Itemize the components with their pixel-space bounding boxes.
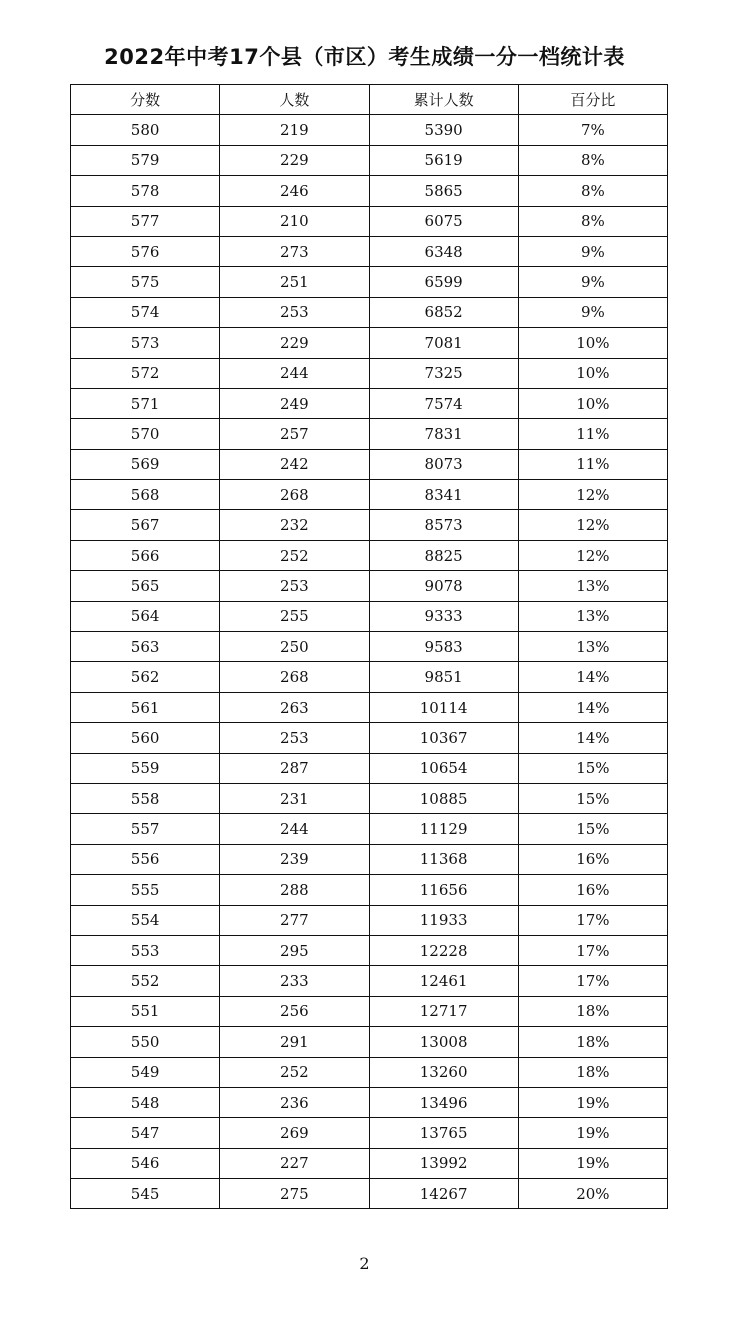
percentage-cell: 15% — [518, 753, 667, 783]
cumulative-count-cell: 12228 — [369, 935, 518, 965]
score-cell: 555 — [71, 875, 220, 905]
table-row — [71, 236, 668, 266]
table-row — [71, 176, 668, 206]
count-cell: 229 — [220, 145, 369, 175]
table-row — [71, 419, 668, 449]
score-cell: 557 — [71, 814, 220, 844]
cumulative-count-cell: 9583 — [369, 632, 518, 662]
cumulative-count-cell: 8073 — [369, 449, 518, 479]
count-cell: 253 — [220, 723, 369, 753]
percentage-cell: 10% — [518, 388, 667, 418]
table-row — [71, 753, 668, 783]
cumulative-count-cell: 6599 — [369, 267, 518, 297]
percentage-cell: 20% — [518, 1179, 667, 1209]
score-cell: 560 — [71, 723, 220, 753]
table-row — [71, 783, 668, 813]
percentage-cell: 12% — [518, 540, 667, 570]
cumulative-count-cell: 5865 — [369, 176, 518, 206]
score-cell: 576 — [71, 236, 220, 266]
count-cell: 252 — [220, 1057, 369, 1087]
count-cell: 232 — [220, 510, 369, 540]
score-cell: 579 — [71, 145, 220, 175]
score-cell: 569 — [71, 449, 220, 479]
cumulative-count-cell: 13765 — [369, 1118, 518, 1148]
percentage-cell: 14% — [518, 692, 667, 722]
table-row — [71, 449, 668, 479]
percentage-cell: 9% — [518, 236, 667, 266]
score-cell: 550 — [71, 1027, 220, 1057]
table-row — [71, 601, 668, 631]
cumulative-count-cell: 6075 — [369, 206, 518, 236]
score-cell: 571 — [71, 388, 220, 418]
cumulative-count-cell: 7325 — [369, 358, 518, 388]
table-row — [71, 723, 668, 753]
percentage-cell: 11% — [518, 449, 667, 479]
cumulative-count-cell: 11368 — [369, 844, 518, 874]
score-distribution-table — [70, 84, 668, 1209]
cumulative-count-cell: 10114 — [369, 692, 518, 722]
cumulative-count-cell: 11656 — [369, 875, 518, 905]
table-row — [71, 905, 668, 935]
percentage-cell: 12% — [518, 480, 667, 510]
table-row — [71, 1118, 668, 1148]
percentage-cell: 13% — [518, 601, 667, 631]
percentage-cell: 16% — [518, 875, 667, 905]
table-row — [71, 1027, 668, 1057]
count-cell: 287 — [220, 753, 369, 783]
percentage-cell: 14% — [518, 662, 667, 692]
cumulative-count-cell: 5390 — [369, 115, 518, 145]
percentage-cell: 8% — [518, 206, 667, 236]
cumulative-count-cell: 7831 — [369, 419, 518, 449]
percentage-cell: 11% — [518, 419, 667, 449]
percentage-cell: 14% — [518, 723, 667, 753]
table-row — [71, 297, 668, 327]
count-cell: 263 — [220, 692, 369, 722]
score-cell: 549 — [71, 1057, 220, 1087]
percentage-cell: 15% — [518, 814, 667, 844]
count-cell: 257 — [220, 419, 369, 449]
table-row — [71, 267, 668, 297]
count-cell: 244 — [220, 358, 369, 388]
count-cell: 295 — [220, 935, 369, 965]
cumulative-count-cell: 10885 — [369, 783, 518, 813]
score-cell: 572 — [71, 358, 220, 388]
table-row — [71, 875, 668, 905]
percentage-cell: 17% — [518, 966, 667, 996]
table-row — [71, 571, 668, 601]
table-header-row — [71, 85, 668, 115]
cumulative-count-cell: 6852 — [369, 297, 518, 327]
score-cell: 577 — [71, 206, 220, 236]
percentage-cell: 8% — [518, 176, 667, 206]
cumulative-count-cell: 9333 — [369, 601, 518, 631]
cumulative-count-cell: 9078 — [369, 571, 518, 601]
table-row — [71, 996, 668, 1026]
percentage-cell: 13% — [518, 632, 667, 662]
count-cell: 288 — [220, 875, 369, 905]
score-cell: 558 — [71, 783, 220, 813]
score-cell: 574 — [71, 297, 220, 327]
score-cell: 551 — [71, 996, 220, 1026]
count-cell: 275 — [220, 1179, 369, 1209]
table-row — [71, 145, 668, 175]
count-cell: 210 — [220, 206, 369, 236]
table-row — [71, 632, 668, 662]
score-cell: 553 — [71, 935, 220, 965]
table-body — [71, 115, 668, 1209]
table-row — [71, 358, 668, 388]
percentage-cell: 19% — [518, 1087, 667, 1117]
cumulative-count-cell: 7081 — [369, 328, 518, 358]
count-cell: 249 — [220, 388, 369, 418]
count-cell: 277 — [220, 905, 369, 935]
count-cell: 268 — [220, 662, 369, 692]
cumulative-count-cell: 9851 — [369, 662, 518, 692]
count-cell: 239 — [220, 844, 369, 874]
cumulative-count-cell: 8825 — [369, 540, 518, 570]
cumulative-count-cell: 14267 — [369, 1179, 518, 1209]
score-cell: 566 — [71, 540, 220, 570]
table-row — [71, 115, 668, 145]
count-cell: 219 — [220, 115, 369, 145]
count-cell: 227 — [220, 1148, 369, 1178]
table-row — [71, 966, 668, 996]
cumulative-count-cell: 8341 — [369, 480, 518, 510]
score-cell: 565 — [71, 571, 220, 601]
cumulative-count-cell: 12717 — [369, 996, 518, 1026]
percentage-cell: 9% — [518, 297, 667, 327]
count-cell: 229 — [220, 328, 369, 358]
score-cell: 564 — [71, 601, 220, 631]
percentage-cell: 17% — [518, 935, 667, 965]
cumulative-count-cell: 11129 — [369, 814, 518, 844]
table-row — [71, 662, 668, 692]
score-cell: 559 — [71, 753, 220, 783]
count-cell: 244 — [220, 814, 369, 844]
table-row — [71, 814, 668, 844]
cumulative-count-cell: 13496 — [369, 1087, 518, 1117]
percentage-cell: 7% — [518, 115, 667, 145]
percentage-cell: 17% — [518, 905, 667, 935]
percentage-cell: 18% — [518, 996, 667, 1026]
count-cell: 252 — [220, 540, 369, 570]
score-cell: 578 — [71, 176, 220, 206]
cumulative-count-cell: 13260 — [369, 1057, 518, 1087]
score-cell: 556 — [71, 844, 220, 874]
table-row — [71, 1087, 668, 1117]
table-row — [71, 510, 668, 540]
score-cell: 575 — [71, 267, 220, 297]
cumulative-count-cell: 13008 — [369, 1027, 518, 1057]
page-title: 2022年中考17个县（市区）考生成绩一分一档统计表 — [104, 45, 625, 69]
header-count: 人数 — [220, 85, 369, 115]
score-cell: 546 — [71, 1148, 220, 1178]
score-cell: 552 — [71, 966, 220, 996]
score-cell: 562 — [71, 662, 220, 692]
count-cell: 236 — [220, 1087, 369, 1117]
cumulative-count-cell: 10367 — [369, 723, 518, 753]
count-cell: 268 — [220, 480, 369, 510]
percentage-cell: 10% — [518, 328, 667, 358]
page-number: 2 — [359, 1254, 370, 1273]
header-score: 分数 — [71, 85, 220, 115]
score-cell: 580 — [71, 115, 220, 145]
count-cell: 233 — [220, 966, 369, 996]
table-row — [71, 540, 668, 570]
count-cell: 231 — [220, 783, 369, 813]
score-cell: 548 — [71, 1087, 220, 1117]
percentage-cell: 19% — [518, 1118, 667, 1148]
score-cell: 547 — [71, 1118, 220, 1148]
cumulative-count-cell: 11933 — [369, 905, 518, 935]
cumulative-count-cell: 6348 — [369, 236, 518, 266]
percentage-cell: 9% — [518, 267, 667, 297]
score-cell: 570 — [71, 419, 220, 449]
cumulative-count-cell: 7574 — [369, 388, 518, 418]
percentage-cell: 16% — [518, 844, 667, 874]
table-row — [71, 480, 668, 510]
percentage-cell: 8% — [518, 145, 667, 175]
count-cell: 256 — [220, 996, 369, 1026]
count-cell: 251 — [220, 267, 369, 297]
percentage-cell: 10% — [518, 358, 667, 388]
cumulative-count-cell: 8573 — [369, 510, 518, 540]
score-cell: 554 — [71, 905, 220, 935]
table-row — [71, 844, 668, 874]
score-cell: 561 — [71, 692, 220, 722]
cumulative-count-cell: 10654 — [369, 753, 518, 783]
count-cell: 250 — [220, 632, 369, 662]
count-cell: 269 — [220, 1118, 369, 1148]
table-row — [71, 1148, 668, 1178]
score-cell: 567 — [71, 510, 220, 540]
table-row — [71, 692, 668, 722]
percentage-cell: 19% — [518, 1148, 667, 1178]
header-percentage: 百分比 — [518, 85, 667, 115]
table-row — [71, 1057, 668, 1087]
count-cell: 253 — [220, 571, 369, 601]
table-row — [71, 206, 668, 236]
count-cell: 273 — [220, 236, 369, 266]
count-cell: 246 — [220, 176, 369, 206]
count-cell: 291 — [220, 1027, 369, 1057]
score-cell: 563 — [71, 632, 220, 662]
cumulative-count-cell: 5619 — [369, 145, 518, 175]
score-cell: 545 — [71, 1179, 220, 1209]
table-row — [71, 388, 668, 418]
table-row — [71, 935, 668, 965]
cumulative-count-cell: 13992 — [369, 1148, 518, 1178]
table-row — [71, 328, 668, 358]
score-cell: 573 — [71, 328, 220, 358]
table-row — [71, 1179, 668, 1209]
percentage-cell: 12% — [518, 510, 667, 540]
percentage-cell: 18% — [518, 1057, 667, 1087]
cumulative-count-cell: 12461 — [369, 966, 518, 996]
count-cell: 242 — [220, 449, 369, 479]
score-cell: 568 — [71, 480, 220, 510]
percentage-cell: 13% — [518, 571, 667, 601]
header-cumulative-count: 累计人数 — [369, 85, 518, 115]
count-cell: 255 — [220, 601, 369, 631]
count-cell: 253 — [220, 297, 369, 327]
percentage-cell: 15% — [518, 783, 667, 813]
percentage-cell: 18% — [518, 1027, 667, 1057]
